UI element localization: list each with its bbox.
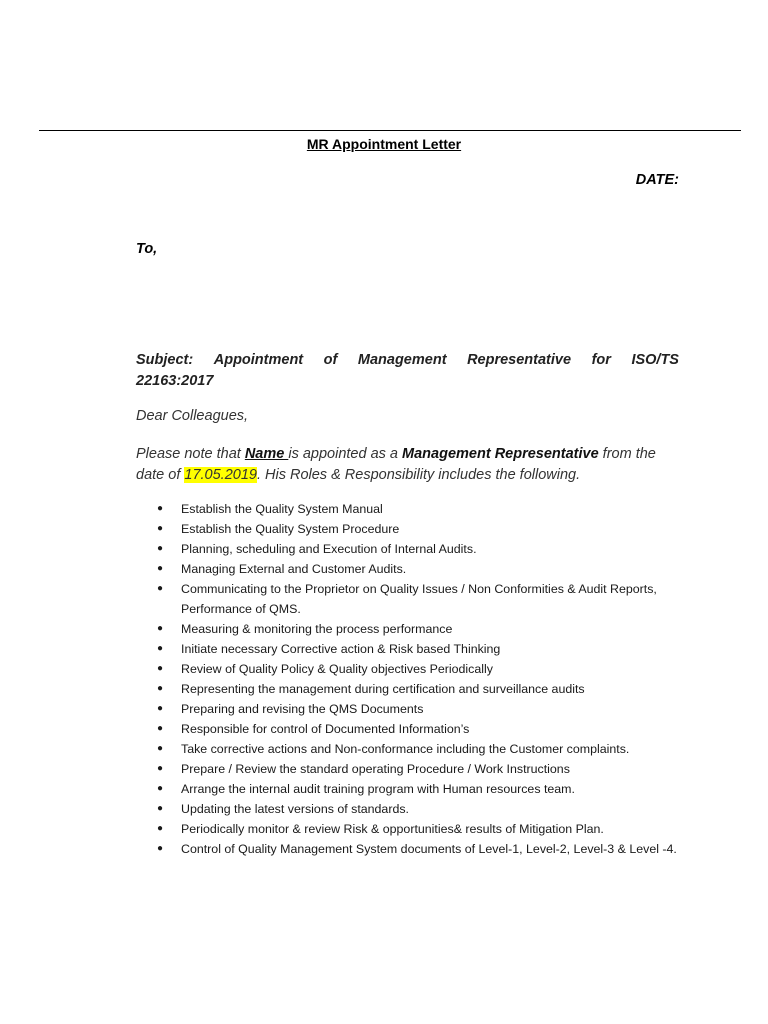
responsibility-text: Establish the Quality System Manual <box>181 502 383 516</box>
bullet-icon: ● <box>157 523 164 534</box>
responsibility-text: Control of Quality Management System documents of Level-1, Level-2, Level-3 & Level -4. <box>181 842 677 856</box>
bullet-icon: ● <box>157 783 164 794</box>
responsibility-item <box>157 679 677 699</box>
responsibility-text: Prepare / Review the standard operating Procedure / Work Instructions <box>181 762 570 776</box>
bullet-icon: ● <box>157 543 164 554</box>
responsibility-item <box>157 819 677 839</box>
responsibility-item <box>157 639 677 659</box>
bullet-icon: ● <box>157 843 164 854</box>
responsibility-item <box>157 519 677 539</box>
subject-label: Subject: <box>136 352 194 368</box>
header-rule <box>39 130 741 131</box>
intro-text: Please note that <box>136 446 245 462</box>
responsibility-item <box>157 659 677 679</box>
appointment-date: 17.05.2019 <box>184 467 257 483</box>
bullet-icon: ● <box>157 503 164 514</box>
bullet-icon: ● <box>157 823 164 834</box>
bullet-icon: ● <box>157 743 164 754</box>
responsibility-text: Responsible for control of Documented Information’s <box>181 722 470 736</box>
subject-word: Management <box>357 352 447 368</box>
to-label: To, <box>136 241 158 257</box>
responsibility-item <box>157 799 677 819</box>
responsibility-item <box>157 839 677 859</box>
responsibility-text: Managing External and Customer Audits. <box>181 562 407 576</box>
intro-text: . His Roles & Responsibility includes the following. <box>256 467 581 483</box>
salutation: Dear Colleagues, <box>136 408 249 424</box>
responsibility-item <box>157 759 677 779</box>
responsibilities-list <box>157 499 677 859</box>
intro-paragraph <box>136 444 684 486</box>
subject-line-1 <box>136 350 679 371</box>
responsibility-text: Planning, scheduling and Execution of Internal Audits. <box>181 542 477 556</box>
responsibility-text: Take corrective actions and Non-conformance including the Customer complaints. <box>181 742 630 756</box>
responsibility-item <box>157 539 677 559</box>
bullet-icon: ● <box>157 803 164 814</box>
responsibility-text: Periodically monitor & review Risk & opportunities& results of Mitigation Plan. <box>181 822 604 836</box>
responsibility-item <box>157 499 677 519</box>
subject-word: Appointment <box>213 352 304 368</box>
intro-text: from the date of <box>136 446 656 483</box>
responsibility-text: Updating the latest versions of standards. <box>181 802 409 816</box>
bullet-icon: ● <box>157 703 164 714</box>
responsibility-text: Arrange the internal audit training program with Human resources team. <box>181 782 575 796</box>
responsibility-text: Representing the management during certification and surveillance audits <box>181 682 585 696</box>
bullet-icon: ● <box>157 683 164 694</box>
responsibility-text: Communicating to the Proprietor on Quality Issues / Non Conformities & Audit Reports, Performance of QMS. <box>181 582 657 616</box>
subject-block <box>136 350 679 392</box>
subject-word: Representative <box>467 352 572 368</box>
bullet-icon: ● <box>157 563 164 574</box>
intro-text: is appointed as a <box>288 446 403 462</box>
role-title: Management Representative <box>402 446 599 462</box>
bullet-icon: ● <box>157 583 164 594</box>
responsibility-text: Measuring & monitoring the process performance <box>181 622 453 636</box>
letter-title: MR Appointment Letter <box>306 136 462 152</box>
responsibility-text: Establish the Quality System Procedure <box>181 522 400 536</box>
bullet-icon: ● <box>157 723 164 734</box>
responsibility-text: Initiate necessary Corrective action & Risk based Thinking <box>181 642 501 656</box>
bullet-icon: ● <box>157 663 164 674</box>
subject-line-2: 22163:2017 <box>136 373 214 389</box>
bullet-icon: ● <box>157 643 164 654</box>
responsibility-item <box>157 559 677 579</box>
responsibility-item <box>157 579 677 619</box>
appointee-name: Name <box>244 446 289 462</box>
responsibility-text: Preparing and revising the QMS Documents <box>181 702 424 716</box>
responsibility-item <box>157 719 677 739</box>
subject-word: for <box>591 352 611 368</box>
bullet-icon: ● <box>157 623 164 634</box>
responsibility-item <box>157 699 677 719</box>
date-label: DATE: <box>635 172 679 188</box>
subject-word: of <box>323 352 338 368</box>
responsibility-item <box>157 619 677 639</box>
bullet-icon: ● <box>157 763 164 774</box>
responsibility-item <box>157 739 677 759</box>
responsibility-item <box>157 779 677 799</box>
subject-word: ISO/TS <box>631 352 679 368</box>
responsibility-text: Review of Quality Policy & Quality objectives Periodically <box>181 662 493 676</box>
